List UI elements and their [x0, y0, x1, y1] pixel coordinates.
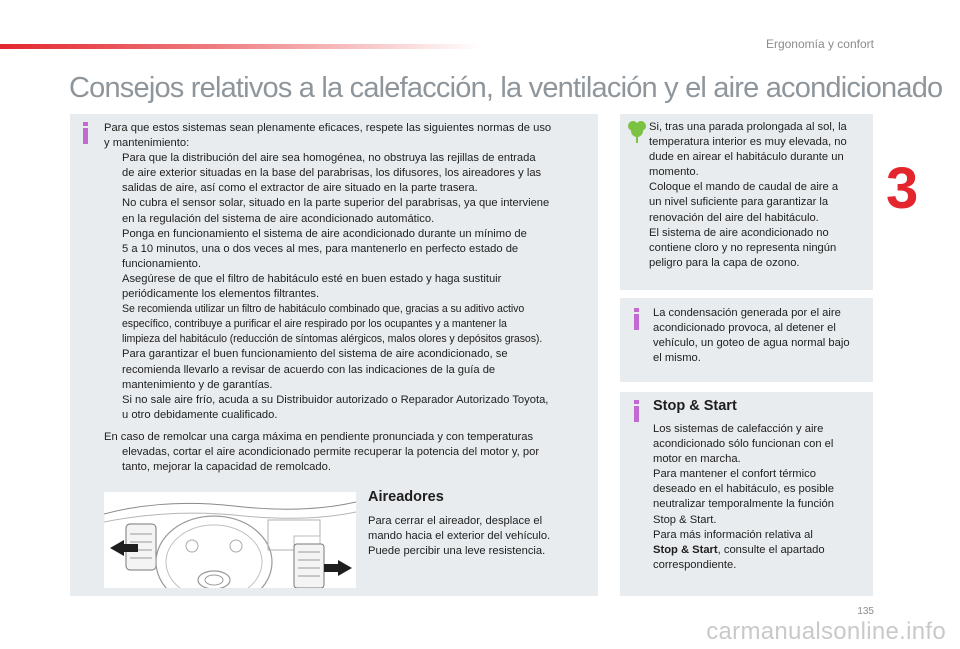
- list-item: Si no sale aire frío, acuda a su Distribuidor autorizado o Reparador Autorizado Toyota, u otro debidamente cualificado.: [122, 393, 549, 421]
- stop-start-title: Stop & Start: [653, 398, 737, 414]
- list-item: Asegúrese de que el filtro de habitáculo esté en buen estado y haga sustituir periódicamente los elementos filtrantes. Se recomienda utilizar un filtro de habitáculo combinado que, gracias a su aditivo activo específico, contribuye a purificar el aire respirado por los ocupantes y a mantener la limpieza del habitáculo (reducción de síntomas alérgicos, malos olores y depósitos grasos).: [122, 272, 543, 346]
- stop-start-box: [620, 392, 873, 596]
- dashboard-vents-illustration: [104, 492, 356, 588]
- section-label: Ergonomía y confort: [765, 37, 874, 51]
- vents-title: Aireadores: [368, 489, 444, 505]
- chapter-number: 3: [886, 156, 919, 221]
- list-item: Para que la distribución del aire sea homogénea, no obstruya las rejillas de entrada de aire exterior situadas en la base del parabrisas, los difusores, los aireadores y las salidas de aire, así como el extractor de aire situado en la parte trasera.: [122, 152, 542, 195]
- advice-text: [104, 121, 590, 475]
- condensation-box: [620, 298, 873, 382]
- advice-box: [70, 114, 598, 596]
- eco-text: Si, tras una parada prolongada al sol, la temperatura interior es muy elevada, no dude en airear el habitáculo durante un momento. Coloque el mando de caudal de aire a un nivel suficiente para garantizar la renovación del aire del habitáculo. El sistema de aire acondicionado no contiene cloro y no representa ningún peligro para la capa de ozono.: [649, 121, 847, 269]
- list-item: Ponga en funcionamiento el sistema de aire acondicionado durante un mínimo de 5 a 10 minutos, una o dos veces al mes, para mantenerlo en perfecto estado de funcionamiento.: [122, 227, 527, 270]
- stop-start-text: Los sistemas de calefacción y aire acondicionado sólo funcionan con el motor en marcha. Para mantener el confort térmico deseado en el habitáculo, es posible neutralizar temporalmente la función Stop & Start. Para más información relativa al Stop & Start, consulte el apartado correspondiente.: [653, 423, 834, 571]
- eco-tip-box: [620, 114, 873, 290]
- advice-list: [104, 151, 590, 423]
- page-number: 135: [857, 606, 874, 617]
- page-title: Consejos relativos a la calefacción, la ventilación y el aire acondicionado: [69, 72, 943, 104]
- list-item: Para garantizar el buen funcionamiento del sistema de aire acondicionado, se recomienda llevarlo a revisar de acuerdo con las indicaciones de la guía de mantenimiento y de garantías.: [122, 348, 508, 391]
- condensation-text: La condensación generada por el aire acondicionado provoca, al detener el vehículo, un goteo de agua normal bajo el mismo.: [653, 307, 850, 365]
- intro-line: Para que estos sistemas sean plenamente eficaces, respete las siguientes normas de uso: [104, 122, 552, 134]
- watermark: carmanualsonline.info: [706, 618, 946, 645]
- list-item: No cubra el sensor solar, situado en la parte superior del parabrisas, ya que interviene en la regulación del sistema de aire acondicionado automático.: [122, 197, 550, 225]
- header-accent-bar: [0, 44, 480, 49]
- intro-line: y mantenimiento:: [104, 137, 190, 150]
- vents-text: Para cerrar el aireador, desplace el mando hacia el exterior del vehículo. Puede percibir una leve resistencia.: [368, 515, 551, 558]
- stop-start-reference: Stop & Start: [653, 543, 718, 556]
- leaf-icon: [628, 120, 646, 144]
- towing-paragraph: En caso de remolcar una carga máxima en pendiente pronunciada y con temperaturas elevadas, cortar el aire acondicionado permite recuperar la potencia del motor y, por tanto, mejorar la capacidad de remolcado.: [104, 430, 540, 474]
